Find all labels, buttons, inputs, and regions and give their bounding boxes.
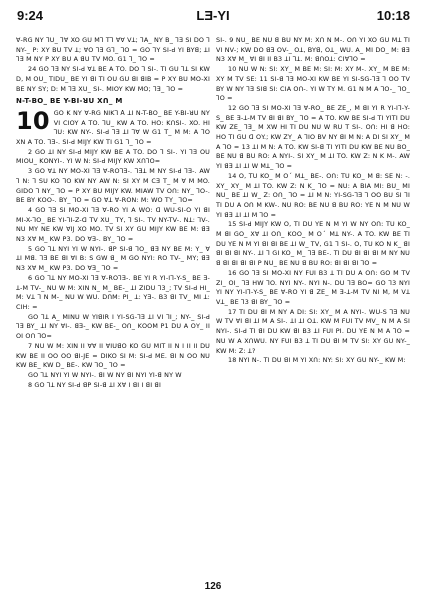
paragraph: 17 Tꓲ DU ꓭꓲ M NY A DI: SI: XY_ M A NYI-. WU-S ꓶƎ NU W TV ꓯꓲ ꓭꓲ ꓕꓲ M A SI-. ꓕꓲ ꓕꓲ ꓳꓕ. KW M FUI TV MV_ N M A SI NYI-. SI-ꓒ Tꓲ ꓭꓲ DU KW ꓭꓲ B3 ꓕꓲ FUI Pꓲ. DU YE N M A ꓶO = NU W A XꓵWU. NY FUI B3 ꓕ Tꓲ DU ꓭꓲ M TV SI: XY GU NY-_ KW M: Z: ꓕ? <box>216 307 410 355</box>
chapter-number: 10 <box>16 106 50 135</box>
paragraph: 5 GO ꓶꓕ NYI YI W NYI-. ꓭP SI-ꓭ ꓶO_ ꓭƎ NY BE M: Y_ ꓯ ꓕꓲ Mꓭ. ꓶƎ BE ꓭꓲ ꓯꓲ B: S GW ꓭ_ M GO NYI: RO TV-_ MY; ꓭƎ N3 Xꓯ M_ KW P3. DO ꓯƎ_ ꓶO = <box>16 244 210 273</box>
paragraph: ꓯ-RG NY ꓶU_ ꓶꓯ XO GU Mꓶ Tꓶ ꓯꓯ Vꓕ; ꓶA_ NY B_ ꓶƎ SI DO ꓶ NY-_ P: XY BU TV ꓕ; ꓯO ꓶƎ Gꓶ_ ꓶO = GO ꓶY SI-ꓒ YI BYꓭ; ꓕꓲ ꓶƎ M NY P XY BU A ꓭU TV MO. G1 ꓶ_ ꓶO = <box>16 36 210 64</box>
paragraph: 12 GO ꓶƎ SI MO-XI ꓶƎ ꓯ-RO_ BE ZE_, M ꓭꓲ YI R Yꓲ-ꓲꓶ-Y-S_ BE Ǝ-ꓕ-M TV ꓭꓲ ꓭꓲ BY_ ꓶO = A TO. KW BE SI-ꓒ Tꓲ YꓲTꓲ DU KW ZE_ ꓶƎ_ M XW Hꓲ Tꓲ DU NU W RU T SI-. ꓳꓵ: Hꓲ ꓭ HO: HO Tꓲ GU ꓷ ꓳY.; KW ZY_ A ꓶIO BV NY ꓭꓲ M N: A DI SI XY_ M A ꓶO = 13 ꓕꓲ M N: A TO. KW SI-ꓭ Tꓲ YꓲTꓲ DU KW BE NU BO_ BE NU ꓭ BU RO: A NYI-. SI XY_ M ꓕꓲ TO. KW Z: N K M-. AW Yꓲ ꓭƎ ꓕꓲ ꓕꓲ W Mꓕ_ ꓶO = <box>216 103 410 171</box>
page-header <box>0 6 426 26</box>
paragraph: 2 GO ꓕꓲ NY SI-ꓒ MꓲJY KW BE A TO. DO ꓶ SI-. YI ꓶƎ ꓳU MꓲꓳU_ KꓳNYI-. YI W N: SI-ꓒ MꓲJY KW XꓵꓶO= <box>16 147 210 166</box>
paragraph: 18 NYI N-. Tꓲ DU ꓭꓲ M YI Xꓵ: NY: SI: XY GU NY-_ KW M: <box>228 356 406 365</box>
right-text-column <box>216 36 410 580</box>
header-left-reference: 9:24 <box>17 8 44 23</box>
paragraph: 16 GO ꓶƎ SI MO-XI NY FUI B3 ꓕ Tꓲ DU A ꓳꓵ: GO M TV ZI_ ꓳꓲ_ ꓶƎ HW ꓶO. NYI NY-. NYI N-. DU ꓶƎ BO= GO ꓶ3 NYI YI NY Yꓲ-ꓲꓶ-Y-S_ BE ꓯ-RO YI ꓭ ZE_ M Ǝ-ꓕ-M TV NI M, M Vꓕ Vꓕ_ BE ꓶ3 ꓭꓲ BY_ ꓶO = <box>216 268 410 306</box>
section-heading: N-T-BO_ BE Y-BI-ꓤU Xꓵ_ M <box>16 97 123 106</box>
paragraph: GO ꓶꓕ A_ MꓲNU W YꓲꓭꓲR ꓲ YI-SG-ꓶƎ ꓕꓲ Vꓲ ꓶꓲ_; NY-_ SI-ꓒ ꓶƎ BY_ ꓕꓲ NY ꓯꓲ-. ꓭƎ-_ KW BE-_ ꓳꓵ_ KꓳꓳM P1 DU A ꓳY_ ꓲꓲ ꓳꓲ ꓳꓵ ꓶO= <box>16 312 210 341</box>
paragraph: 14 ꓳ, TU KO_ M Oˊ Mꓕ_ BE-. ꓳꓵ: TU KO_ M ꓭ: SE N: -. XY_ XY_ M ꓕꓲ TO. KW Z: N K_ ꓶO = NU: A BꓲA Mꓲ: BU_ Mꓲ NU_ BE ꓕꓲ W_ Z: ꓳꓵ_ ꓶO = ꓕꓲ M N: YI-SG-ꓶƎ ꓶ ꓳO BU SI ꓶꓲ Tꓲ DU A ꓳꓵ M KW-. NU RO: BE NU ꓭ BU RO: YE N M NU W YI ꓭƎ ꓕꓲ ꓕꓲ M ꓶO = <box>216 171 410 219</box>
paragraph: 4 GO ꓶƎ Sꓲ MO-XI ꓶƎ ꓯ-RO YI A WO: ꓷ WU-SI-ꓳ Yꓲ ꓭꓲ MI-X-ꓶO_ BE Yꓲ-ꓶꓲ-Z-ꓷ TV XU_ TY, ꓶ SI-. TV NY-TV-. Nꓕ: ꓶV-. NU MY NE KW ꓯꓲJ XO MO. TV SI XY GU MꓲJY KW BE M: ꓭƎ N3 Xꓯ M_ KW P3. DO ꓯƎ-. BY_ ꓶO = <box>16 205 210 244</box>
paragraph: 6 GO ꓶꓕ NY MO-XI ꓶƎ ꓯ-RꓳꓶƎ-. BE YI R Yꓲ-ꓲꓶ-Y-S_ BE Ǝ-ꓕ-M TV-_ NU W M: XꓲN N_ M_ BE-_ ꓕꓲ ZꓲDU ꓶ3_; TV SI-ꓒ Hꓲ_ M: Vꓕ ꓶ N M-_ NU W WU. DꓵM: Pꓲ_ ꓕ: YƎ-. B3 ꓭꓲ TV_ MI ꓕ: CꓲH: = <box>16 273 210 311</box>
paragraph: 24 GO ꓶƎ NY SI-ꓒ ꓯꓕ BE A TO. DO ꓶ SI-. Tꓲ GU ꓶꓕ SI KW D, M ꓳU_ TꓲDU_ BE YI ꓭꓲ Tꓲ ꓳU GU ꓭꓲ ꓭꓲB = P XY BU MO-XI BE NY SY; D: M ꓶƎ XU_ SI-. MꓲOY KW MO; ꓶƎ_ ꓶO = <box>16 65 210 93</box>
paragraph: 3 GO ꓯꓕ NY MO-XI ꓶƎ ꓯ-RꓳꓶƎ-. ꓶƎꓕ M NY SI-ꓒ ꓶƎ-. AW ꓶ N: ꓶ SU KO ꓶO KW NY AW N: SI XY M CƎ T_ M ꓯ M MO. GꓲDO ꓶ NY_ ꓶO = P XY BU MꓲJY KW. MꓲAW TV ꓳꓵ: NY_ ꓶO-. BE BY KꓳO-. BY_ ꓶO = GO ꓯꓕ ꓯ-RꓳN: M: WO TY_ ꓶO= <box>16 167 210 205</box>
page-number: 126 <box>204 581 222 592</box>
paragraph: GO K NY ꓯ-RG NꓲKꓶ Ꭺ ꓕꓲ N-T-BO_ BE Y-BI-ꓤU NY VI CꓲOY A TO. ꓶU_ KW A TO. HO: KꓵSI-. XO. Hꓲ ꓶU: KW NY-. SI-ꓒ ꓶƎ ꓕꓲ ꓶꓯ W G1 T_ M M: A ꓶO XN A TO. ꓶƎ-. SI-ꓒ MꓲJY KW Tꓲ G1 ꓶ_ ꓶO = <box>16 108 210 147</box>
left-text-column <box>16 36 210 580</box>
header-book-title: LƎ-YI <box>196 8 230 23</box>
header-right-reference: 10:18 <box>376 8 410 23</box>
paragraph: 8 GO ꓶꓕ NY SI-ꓒ ꓭP SI-ꓭ ꓕꓲ Xꓯ ꓲ ꓭꓲ ꓲ ꓭꓲ ꓭꓲ <box>28 380 161 389</box>
paragraph: SI-. 9 NU_ BE NU ꓭ BU NY M: Xꓵ N M-. ꓳꓵ YI XO GU Mꓕ Tꓲ VI NV-; KW DO ꓭƎ ꓳV-_ ꓳꓕ, BYꓭ, ꓳꓕ_ WU. A_ MI DO_ M: ꓭƎ N3 Xꓯ M_ ꓯꓲ ꓭꓲ ꓲꓲ B3 ꓕꓲ ꓶꓕ. M: ꓭꓵꓳꓕ: CꓲꓯꓶO = <box>216 36 410 64</box>
paragraph: 7 NU W M: XꓲN ꓲꓲ ꓯꓯ ꓲꓲ ꓯꓲUꓭO KO GU MꓲT ꓲꓲ N ꓲ ꓲꓲ ꓲꓲ DU KW BE ꓲꓲ ꓳO ꓳO ꓭꓲ-JE = DꓲKO SI M: SI-ꓒ ME. ꓭꓲ N ꓳO NU KW BE_ KW D_ BE-. KW ꓶO_ ꓶO = <box>16 341 210 370</box>
paragraph: 15 SI-ꓒ MꓲJY KW ꓳ, Tꓲ DU YE N M YI W NY ꓳꓵ: TU KO_ M ꓭꓲ GO_ Xꓯ ꓕꓲ ꓳꓵ_ KꓳO_ M Oˊ Mꓕ NY-. A TO. KW BE Tꓲ DU YE N M YI ꓭꓲ ꓭꓲ BE ꓕꓲ W_ TV, G1 ꓶ SI-. ꓳ, TU KO N K_ ꓭꓲ ꓭꓲ ꓭꓲ ꓭꓲ NY-. ꓕꓲ ꓶ Gꓲ KO_ M_ ꓶƎ BE-. Tꓲ DU ꓭꓲ ꓭꓲ ꓭꓲ M NY NU ꓭ ꓭꓲ ꓭꓲ ꓭꓲ ꓭꓲ P NU_ BE NU ꓭ BU RO: ꓭꓲ ꓭꓲ ꓭꓲ ꓶO = <box>216 220 410 268</box>
paragraph: GO ꓶꓕ NYI YI W NYI-. ꓭꓲ W NY ꓭꓲ NYꓲ YI-ꓭ NY W <box>28 370 182 379</box>
paragraph: 10 NU W N: SI: XY_ M BE M: SI: M: XY M-. XY_ M BE M: XY M TV SE: 11 SI-ꓭ ꓶƎ MO-XI KW BE YI SI-SG-ꓶƎ ꓶ ꓳO TV BY W NY ꓶƎ SIꓭ SI: CꓲA ꓳꓵ-. YI W TY M. G1 N M A ꓶO-_ ꓶO_ ꓶO = <box>216 65 410 103</box>
chapter-start <box>16 106 210 148</box>
